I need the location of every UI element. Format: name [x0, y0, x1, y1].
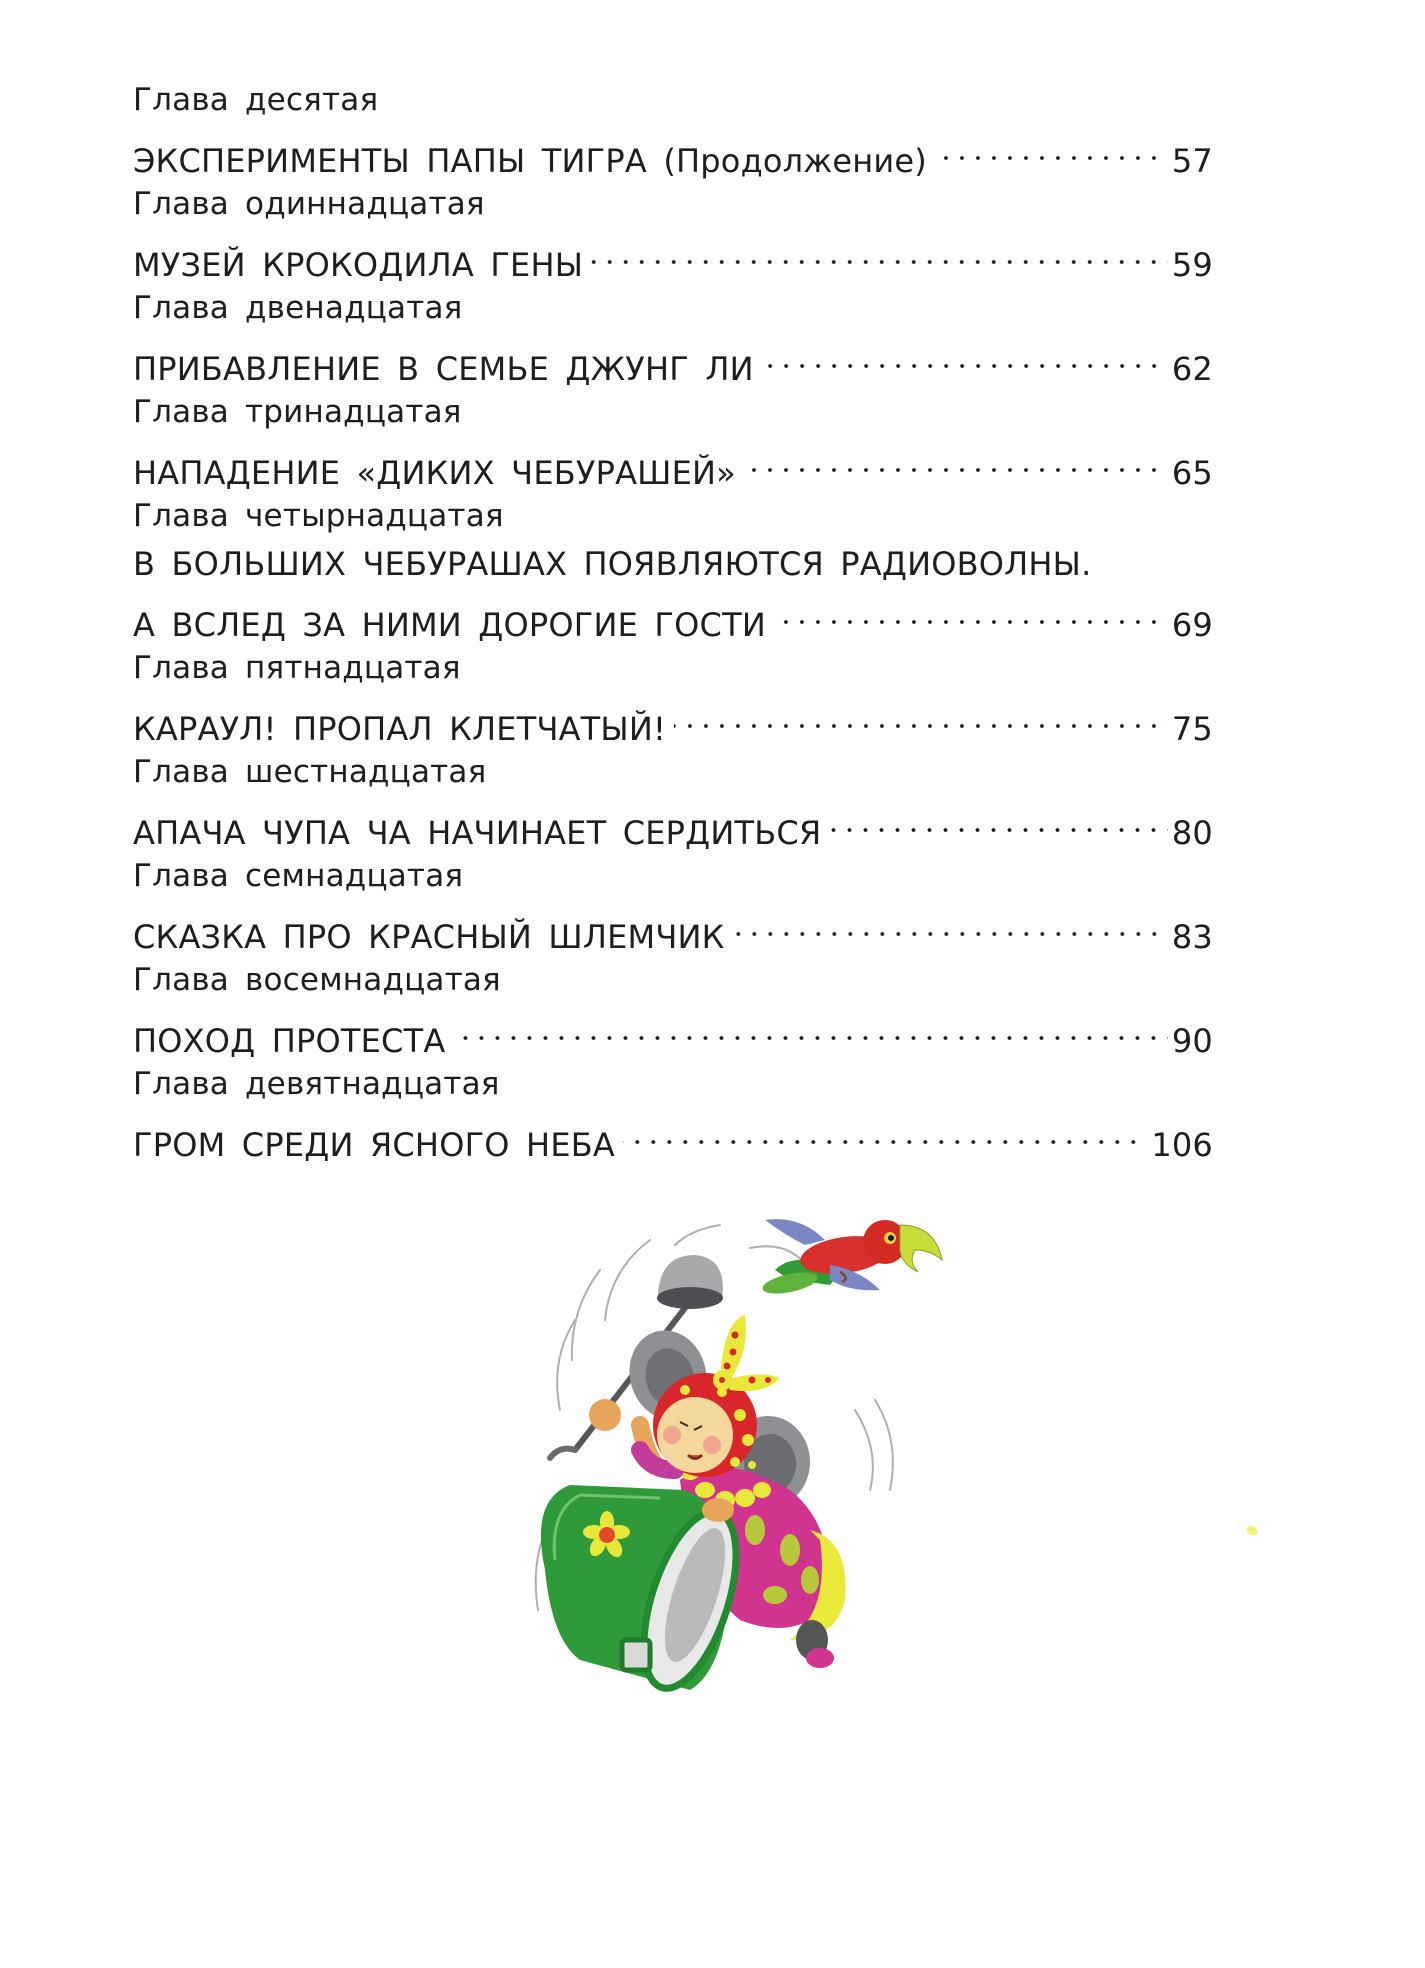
chapter-title-row — [133, 124, 1213, 180]
chapter-title-row — [133, 588, 1213, 644]
toc-entry-chapter-13[interactable] — [133, 388, 1213, 492]
chapter-title: ГРОМ СРЕДИ ЯСНОГО НЕБА — [133, 1126, 615, 1164]
toc-entry-chapter-16[interactable] — [133, 748, 1213, 852]
page-number: 62 — [1171, 350, 1213, 388]
page-number: 90 — [1171, 1022, 1213, 1060]
page-number: 57 — [1171, 142, 1213, 180]
page-number: 83 — [1171, 918, 1213, 956]
chapter-title-row — [133, 692, 1213, 748]
chapter-label: Глава восемнадцатая — [133, 962, 501, 998]
chapter-label: Глава шестнадцатая — [133, 754, 487, 790]
dot-leader — [674, 692, 1168, 740]
toc-entry-chapter-18[interactable] — [133, 956, 1213, 1060]
dot-leader — [623, 1108, 1147, 1156]
chapter-label: Глава четырнадцатая — [133, 498, 504, 534]
page-number: 59 — [1171, 246, 1213, 284]
chapter-title: НАПАДЕНИЕ «ДИКИХ ЧЕБУРАШЕЙ» — [133, 454, 736, 492]
parrot-icon — [761, 1219, 942, 1297]
chapter-label: Глава двенадцатая — [133, 290, 463, 326]
chapter-title-row — [133, 796, 1213, 852]
page-number: 69 — [1171, 606, 1213, 644]
chapter-title-row — [133, 436, 1213, 492]
chapter-title-row — [133, 900, 1213, 956]
chapter-label: Глава пятнадцатая — [133, 650, 461, 686]
toc-entry-chapter-15[interactable] — [133, 644, 1213, 748]
chapter-title-row — [133, 1108, 1213, 1164]
dot-leader — [453, 1004, 1167, 1052]
chapter-label: Глава десятая — [133, 82, 379, 118]
dot-leader — [591, 228, 1168, 276]
chapter-title: АПАЧА ЧУПА ЧА НАЧИНАЕТ СЕРДИТЬСЯ — [133, 814, 822, 852]
toc-entry-chapter-14[interactable] — [133, 492, 1213, 644]
illustration-character-with-pot — [490, 1200, 960, 1710]
toc-entry-chapter-17[interactable] — [133, 852, 1213, 956]
page-number: 65 — [1171, 454, 1213, 492]
chapter-label: Глава семнадцатая — [133, 858, 464, 894]
toc-entry-chapter-10[interactable] — [133, 76, 1213, 180]
chapter-title: А ВСЛЕД ЗА НИМИ ДОРОГИЕ ГОСТИ — [133, 606, 766, 644]
chapter-title: ПРИБАВЛЕНИЕ В СЕМЬЕ ДЖУНГ ЛИ — [133, 350, 754, 388]
chapter-label: Глава одиннадцатая — [133, 186, 485, 222]
chapter-title: ЭКСПЕРИМЕНТЫ ПАПЫ ТИГРА (Продолжение) — [133, 142, 927, 180]
chapter-label: Глава тринадцатая — [133, 394, 462, 430]
chapter-label: Глава девятнадцатая — [133, 1066, 500, 1102]
page-number: 80 — [1171, 814, 1213, 852]
dot-leader — [935, 124, 1168, 172]
toc-entry-chapter-19[interactable] — [133, 1060, 1213, 1164]
bow-icon — [713, 1315, 780, 1391]
chapter-title-row — [133, 1004, 1213, 1060]
dot-leader — [762, 332, 1168, 380]
dot-leader — [733, 900, 1168, 948]
dot-leader — [744, 436, 1168, 484]
chapter-title: СКАЗКА ПРО КРАСНЫЙ ШЛЕМЧИК — [133, 918, 725, 956]
table-of-contents — [133, 76, 1213, 1164]
chapter-title: МУЗЕЙ КРОКОДИЛА ГЕНЫ — [133, 246, 584, 284]
chapter-title: В БОЛЬШИХ ЧЕБУРАШАХ ПОЯВЛЯЮТСЯ РАДИОВОЛНЫ. — [133, 545, 1092, 583]
chapter-title: ПОХОД ПРОТЕСТА — [133, 1022, 446, 1060]
chapter-title-row — [133, 228, 1213, 284]
page-number: 106 — [1151, 1126, 1213, 1164]
chapter-title-row — [133, 332, 1213, 388]
chapter-title: КАРАУЛ! ПРОПАЛ КЛЕТЧАТЫЙ! — [133, 710, 667, 748]
page-number: 75 — [1171, 710, 1213, 748]
dot-leader — [774, 588, 1168, 636]
dot-leader — [829, 796, 1167, 844]
toc-entry-chapter-12[interactable] — [133, 284, 1213, 388]
toc-entry-chapter-11[interactable] — [133, 180, 1213, 284]
chapter-title-line-1 — [133, 540, 1213, 588]
yellow-speck — [1245, 1524, 1260, 1538]
pot-icon — [541, 1485, 755, 1699]
